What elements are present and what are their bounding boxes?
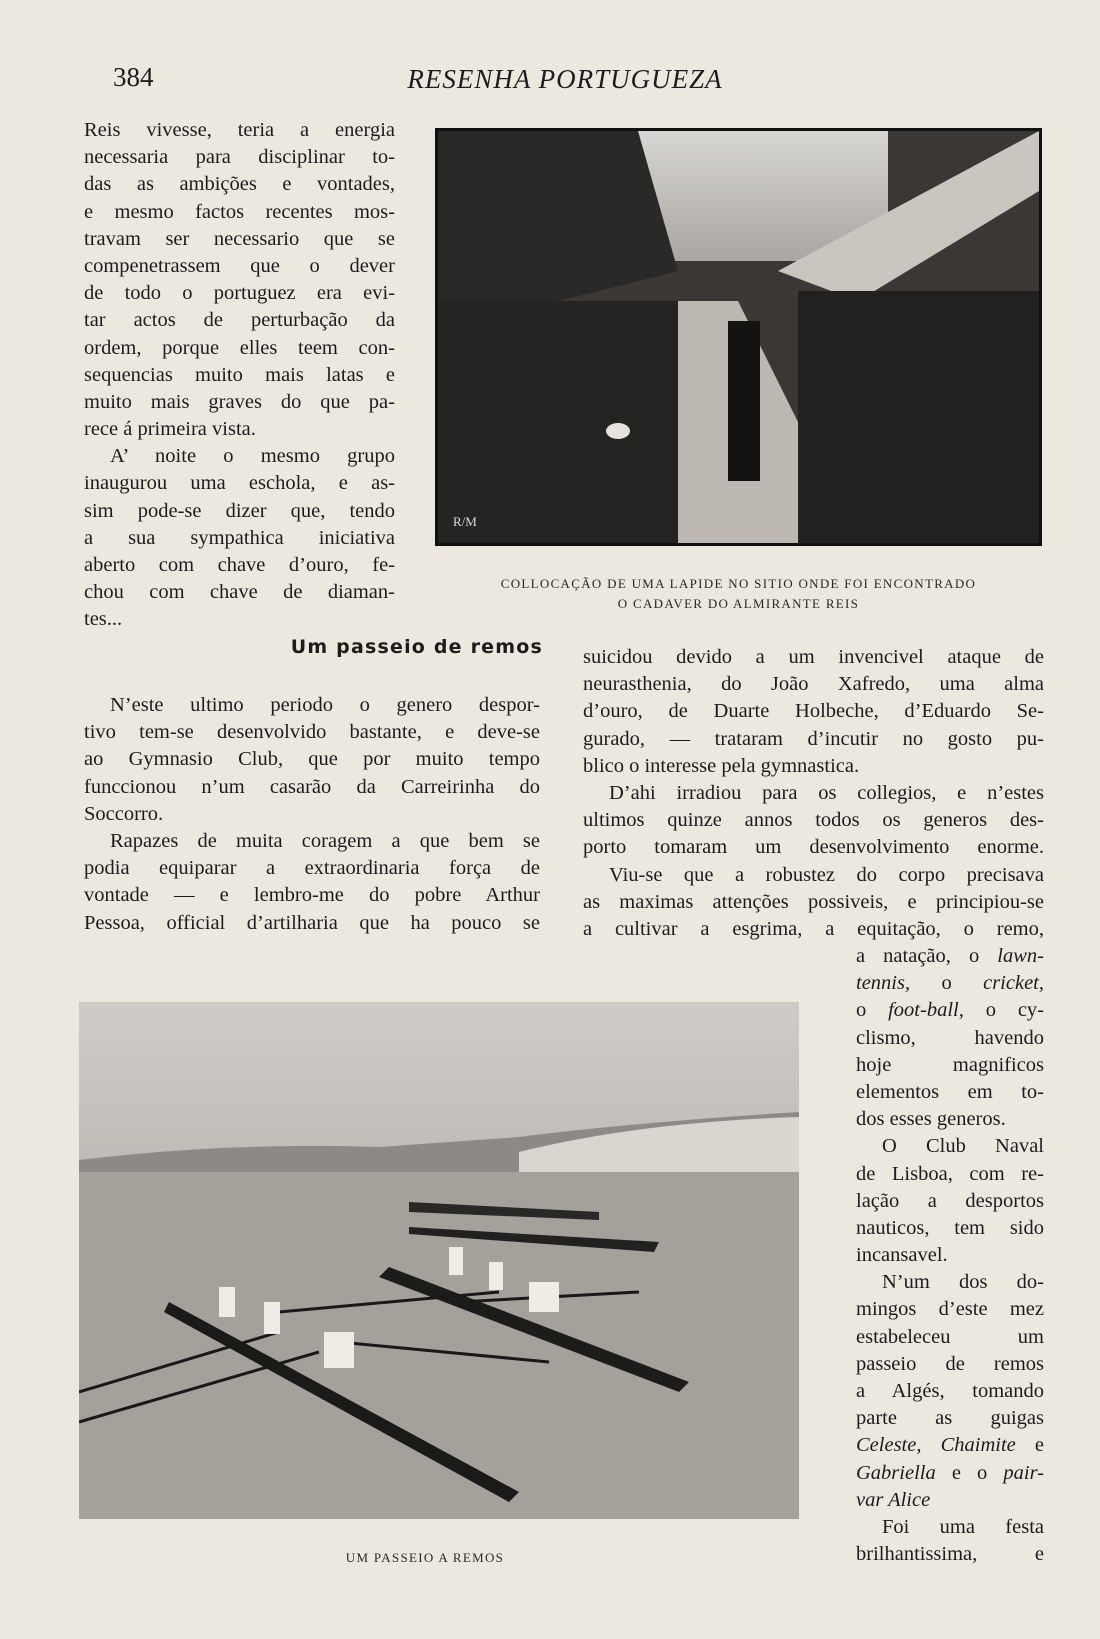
text-line: sim pode-se dizer que, tendo	[84, 499, 395, 522]
text-line: estabeleceu um	[856, 1325, 1044, 1348]
text-line: Soccorro.	[84, 802, 164, 825]
text-line: neurasthenia, do João Xafredo, uma alma	[583, 673, 1044, 696]
text-segment: o cy-	[963, 999, 1044, 1022]
text-line: funccionou n’um casarão da Carreirinha do	[84, 775, 540, 798]
text-line: suicidou devido a um invencivel ataque de	[583, 646, 1044, 668]
text-line: Rapazes de muita coragem a que bem se	[110, 829, 540, 852]
text-segment: o	[856, 999, 889, 1022]
text-line: sequencias muito mais latas e	[84, 363, 395, 386]
text-line: de Lisboa, com re-	[856, 1162, 1044, 1185]
text-line: Reis vivesse, teria a energia	[84, 119, 395, 141]
text-line: parte as guigas	[856, 1407, 1044, 1430]
text-line: dos esses generos.	[856, 1108, 1006, 1131]
italic-text: foot-ball,	[888, 999, 964, 1022]
photo-lapide-ceremony	[435, 128, 1042, 546]
text-line: N’um dos do-	[882, 1271, 1044, 1294]
text-line: nauticos, tem sido	[856, 1216, 1044, 1239]
text-line: O Club Naval	[882, 1135, 1044, 1158]
page-number: 384	[113, 62, 154, 92]
text-line	[856, 997, 1044, 1024]
text-line: gurado, — trataram d’incutir no gosto pu-	[583, 727, 1044, 750]
caption-line: COLLOCAÇÃO DE UMA LAPIDE NO SITIO ONDE FOI ENCONTRADO	[500, 576, 977, 591]
text-line: Pessoa, official d’artilharia que ha pouco se	[84, 911, 540, 934]
text-line: ordem, porque elles teem con-	[84, 336, 395, 359]
text-line: aberto com chave d’ouro, fe-	[84, 554, 395, 576]
text-line: a cultivar a esgrima, a equitação, o remo,	[583, 917, 1044, 940]
section-heading: Um passeio de remos	[290, 636, 543, 658]
text-line: muito mais graves do que pa-	[84, 390, 395, 413]
photo-lapide-image	[438, 131, 1039, 543]
text-line: brilhantissima, e	[856, 1543, 1044, 1566]
text-line: Foi uma festa	[882, 1515, 1044, 1538]
italic-text: Gabriella	[856, 1461, 936, 1484]
text-line: vontade — e lembro-me do pobre Arthur	[84, 884, 540, 907]
text-line: chou com chave de diaman-	[84, 581, 395, 604]
caption-line: O CADAVER DO ALMIRANTE REIS	[617, 596, 860, 611]
text-line: d’ouro, de Duarte Holbeche, d’Eduardo Se-	[583, 700, 1044, 723]
text-line: ultimos quinze annos todos os generos des-	[583, 809, 1044, 832]
text-line: de todo o portuguez era evi-	[84, 282, 395, 305]
column-left-top	[84, 117, 395, 634]
text-line: das as ambições e vontades,	[84, 173, 395, 196]
column-right-middle	[583, 644, 1044, 943]
italic-text: Celeste, Chaimite	[856, 1434, 1016, 1457]
text-line: passeio de remos	[856, 1352, 1044, 1375]
text-line: tivo tem-se desenvolvido bastante, e deve-se	[84, 721, 540, 744]
text-line	[856, 943, 1044, 970]
text-line: lação a desportos	[856, 1189, 1044, 1212]
text-line: hoje magnificos	[856, 1053, 1044, 1076]
text-line: rece á primeira vista.	[84, 418, 256, 441]
text-line: travam ser necessario que se	[84, 227, 395, 250]
photo1-caption	[437, 574, 1040, 614]
text-line: elementos em to-	[856, 1080, 1044, 1103]
text-segment: e	[1015, 1434, 1044, 1457]
text-line: a sua sympathica iniciativa	[84, 526, 395, 549]
text-line: N’este ultimo periodo o genero despor-	[110, 694, 540, 716]
text-line	[856, 1432, 1044, 1459]
text-line: tar actos de perturbação da	[84, 309, 395, 332]
text-line: as maximas attenções possiveis, e principiou-se	[583, 890, 1044, 913]
text-line: ao Gymnasio Club, que por muito tempo	[84, 748, 540, 771]
text-line	[856, 1487, 1044, 1514]
text-line: porto tomaram um desenvolvimento enorme.	[583, 836, 1044, 859]
text-segment: a natação, o	[856, 945, 998, 967]
text-line: D’ahi irradiou para os collegios, e n’estes	[609, 781, 1044, 804]
text-line: inaugurou uma eschola, e as-	[84, 472, 395, 495]
italic-text: pair-	[1003, 1461, 1044, 1484]
photo-signature: R/M	[453, 514, 477, 529]
text-line: Viu-se que a robustez do corpo precisava	[609, 863, 1044, 886]
photo-rowing-boats	[79, 1002, 799, 1519]
text-line: blico o interesse pela gymnastica.	[583, 754, 860, 777]
photo2-caption: UM PASSEIO A REMOS	[345, 1550, 505, 1565]
column-right-narrow	[856, 943, 1044, 1568]
italic-text: cricket,	[983, 972, 1044, 995]
text-line	[856, 1460, 1044, 1487]
text-line: a Algés, tomando	[856, 1380, 1044, 1402]
text-line: necessaria para disciplinar to-	[84, 146, 395, 169]
photo-rowing-image	[79, 1002, 799, 1519]
text-line: e mesmo factos recentes mos-	[84, 200, 395, 223]
text-line: A’ noite o mesmo grupo	[110, 445, 395, 468]
italic-text: var Alice	[856, 1488, 931, 1511]
italic-text: tennis,	[856, 972, 911, 995]
text-line: compenetrassem que o dever	[84, 254, 395, 277]
text-line: mingos d’este mez	[856, 1298, 1044, 1321]
text-line: clismo, havendo	[856, 1026, 1044, 1049]
text-segment: o	[910, 972, 984, 995]
text-line: podia equiparar a extraordinaria força de	[84, 857, 540, 880]
text-line: tes...	[84, 608, 123, 631]
running-title: RESENHA PORTUGUEZA	[407, 64, 723, 94]
italic-text: lawn-	[997, 945, 1044, 967]
text-segment: e o	[935, 1461, 1004, 1484]
text-line: incansavel.	[856, 1244, 948, 1267]
column-left-middle	[84, 692, 540, 937]
text-line	[856, 970, 1044, 997]
